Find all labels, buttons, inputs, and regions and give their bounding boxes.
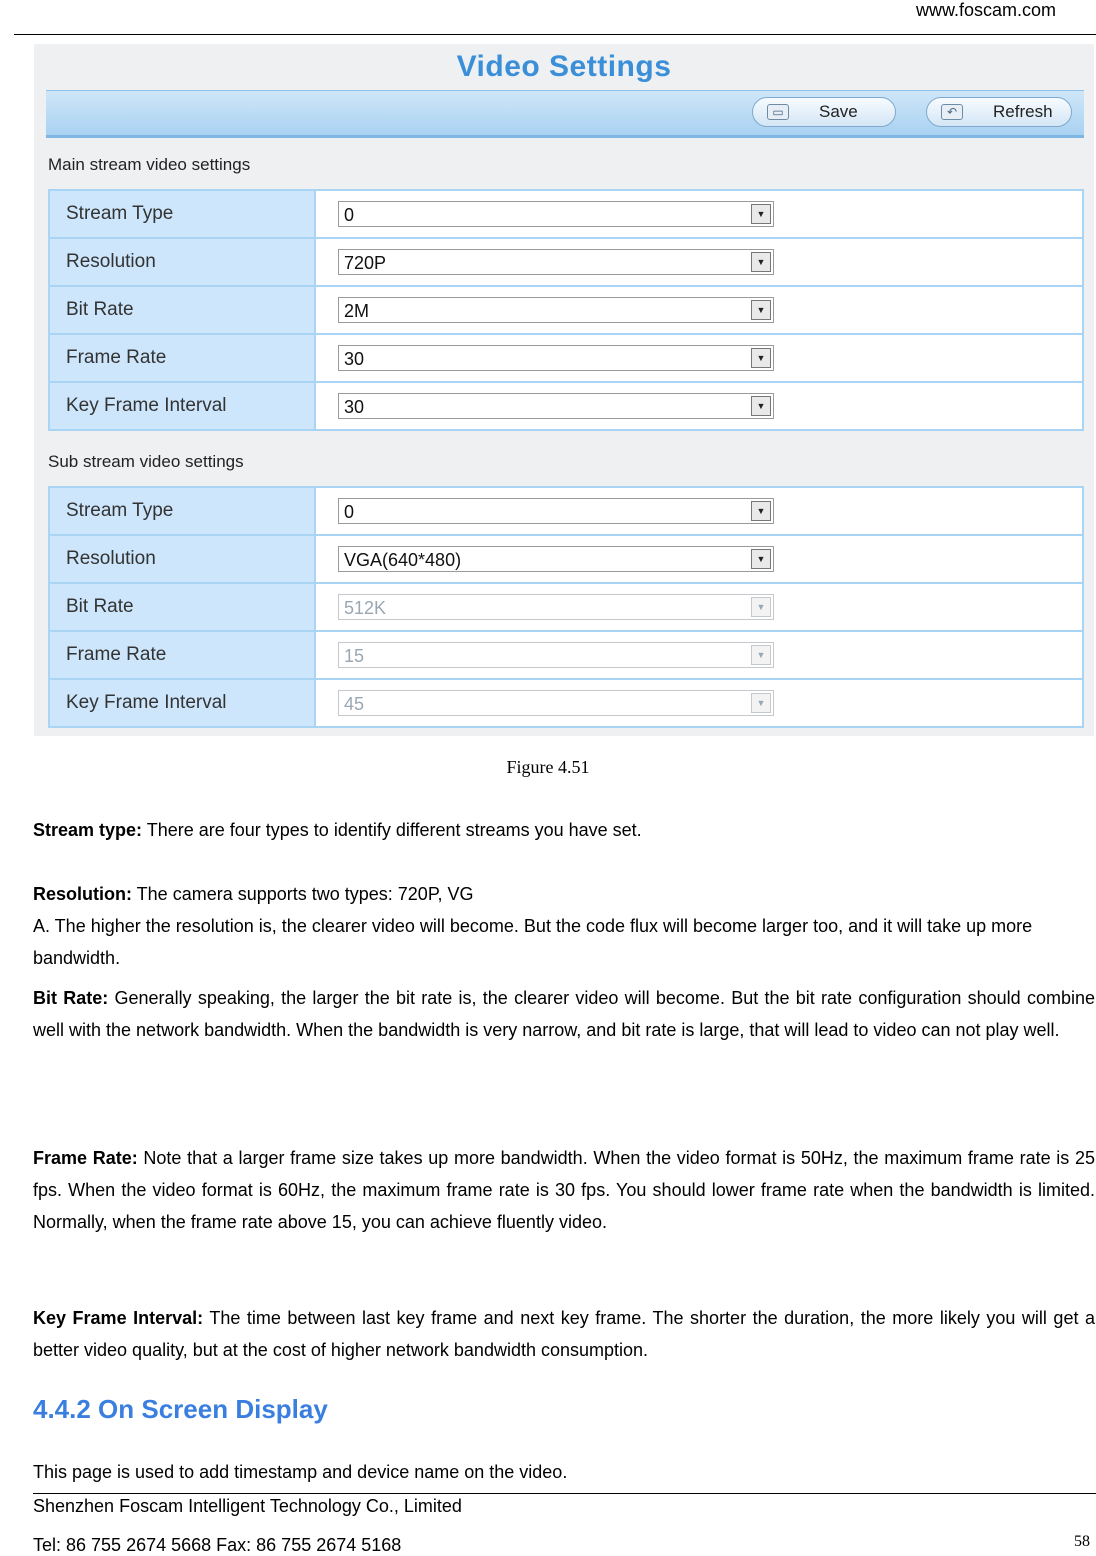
table-row [49, 487, 1083, 535]
sub-stream-type-select[interactable] [338, 498, 774, 524]
table-row [49, 238, 1083, 286]
dropdown-arrow-icon: ▼ [751, 693, 771, 713]
main-key-frame-interval-select[interactable] [338, 393, 774, 419]
resolution-paragraph-line2: A. The higher the resolution is, the clearer video will become. But the code flux will become larger too, and it will take up more bandwidth. [33, 916, 1033, 968]
video-settings-title: Video Settings [456, 50, 672, 83]
company-name: Shenzhen Foscam Intelligent Technology Co., Limited [33, 1496, 462, 1516]
dropdown-arrow-icon[interactable]: ▼ [751, 348, 771, 368]
table-row [49, 631, 1083, 679]
table-row [49, 382, 1083, 430]
select-value: 0 [344, 205, 355, 225]
definition: The time between last key frame and next key frame. The shorter the duration, the more likely you will get a better video quality, but at the cost of higher network bandwidth consumption. [33, 1308, 1095, 1360]
main-frame-rate-select[interactable] [338, 345, 774, 371]
refresh-button-label: Refresh [993, 102, 1053, 121]
video-settings-screenshot [34, 44, 1094, 736]
definition: Note that a larger frame size takes up more bandwidth. When the video format is 50Hz, the maximum frame rate is 25 fps. When the video format is 60Hz, the maximum frame rate is 30 fps. You should lower frame rate when the bandwidth is limited. Normally, when the frame rate above 15, you can achieve fluently video. [33, 1148, 1095, 1232]
sub-resolution-select[interactable] [338, 546, 774, 572]
refresh-button[interactable] [926, 97, 1072, 127]
term: Bit Rate: [33, 988, 109, 1008]
select-value: VGA(640*480) [344, 550, 462, 570]
table-row [49, 583, 1083, 631]
sub-key-frame-interval-select [338, 690, 774, 716]
term: Resolution: [33, 884, 132, 904]
term: Key Frame Interval: [33, 1308, 204, 1328]
dropdown-arrow-icon: ▼ [751, 597, 771, 617]
dropdown-arrow-icon: ▼ [751, 645, 771, 665]
row-label: Resolution [49, 535, 315, 583]
select-value: 45 [344, 694, 365, 714]
dropdown-arrow-icon[interactable]: ▼ [751, 501, 771, 521]
dropdown-arrow-icon[interactable]: ▼ [751, 549, 771, 569]
main-resolution-select[interactable] [338, 249, 774, 275]
sub-stream-settings-table [48, 486, 1084, 728]
refresh-arrow-icon: ↶ [941, 104, 963, 120]
term: Frame Rate: [33, 1148, 138, 1168]
select-value: 15 [344, 646, 365, 666]
main-stream-type-select[interactable] [338, 201, 774, 227]
osd-paragraph: This page is used to add timestamp and device name on the video. [33, 1462, 568, 1482]
term: Stream type: [33, 820, 143, 840]
row-label: Frame Rate [49, 334, 315, 382]
floppy-disk-icon: ▭ [767, 104, 789, 120]
save-button-label: Save [819, 102, 858, 121]
table-row [49, 190, 1083, 238]
row-label: Key Frame Interval [49, 382, 315, 430]
select-value: 30 [344, 397, 365, 417]
definition: Generally speaking, the larger the bit rate is, the clearer video will become. But the bit rate configuration should combine well with the network bandwidth. When the bandwidth is very narrow, and bit rate is large, that will lead to video can not play well. [33, 988, 1095, 1040]
select-value: 0 [344, 502, 355, 522]
table-row [49, 286, 1083, 334]
dropdown-arrow-icon[interactable]: ▼ [751, 204, 771, 224]
main-bit-rate-select[interactable] [338, 297, 774, 323]
select-value: 30 [344, 349, 365, 369]
section-heading: 4.4.2 On Screen Display [33, 1394, 328, 1424]
contact-info: Tel: 86 755 2674 5668 Fax: 86 755 2674 5168 [33, 1535, 402, 1555]
main-stream-section-label: Main stream video settings [48, 155, 251, 174]
dropdown-arrow-icon[interactable]: ▼ [751, 300, 771, 320]
row-label: Resolution [49, 238, 315, 286]
table-row [49, 535, 1083, 583]
table-row [49, 334, 1083, 382]
resolution-paragraph-line1 [33, 878, 1095, 910]
frame-rate-paragraph [33, 1142, 1095, 1238]
footer-divider [33, 1493, 1096, 1494]
toolbar [46, 90, 1084, 138]
row-label: Stream Type [49, 487, 315, 535]
stream-type-paragraph [33, 814, 1095, 846]
page-number: 58 [1074, 1533, 1090, 1550]
select-value: 720P [344, 253, 387, 273]
bit-rate-paragraph [33, 982, 1095, 1046]
sub-bit-rate-select [338, 594, 774, 620]
definition: There are four types to identify different streams you have set. [142, 820, 642, 840]
site-url: www.foscam.com [915, 0, 1056, 20]
main-stream-settings-table [48, 189, 1084, 431]
header-divider [14, 34, 1096, 35]
key-frame-interval-paragraph [33, 1302, 1095, 1366]
definition: The camera supports two types: 720P, VG [132, 884, 474, 904]
row-label: Key Frame Interval [49, 679, 315, 727]
row-label: Frame Rate [49, 631, 315, 679]
table-row [49, 679, 1083, 727]
save-button[interactable] [752, 97, 896, 127]
dropdown-arrow-icon[interactable]: ▼ [751, 396, 771, 416]
sub-stream-section-label: Sub stream video settings [48, 452, 244, 471]
row-label: Stream Type [49, 190, 315, 238]
select-value: 512K [344, 598, 387, 618]
select-value: 2M [344, 301, 370, 321]
row-label: Bit Rate [49, 583, 315, 631]
row-label: Bit Rate [49, 286, 315, 334]
figure-caption: Figure 4.51 [506, 757, 590, 777]
dropdown-arrow-icon[interactable]: ▼ [751, 252, 771, 272]
sub-frame-rate-select [338, 642, 774, 668]
